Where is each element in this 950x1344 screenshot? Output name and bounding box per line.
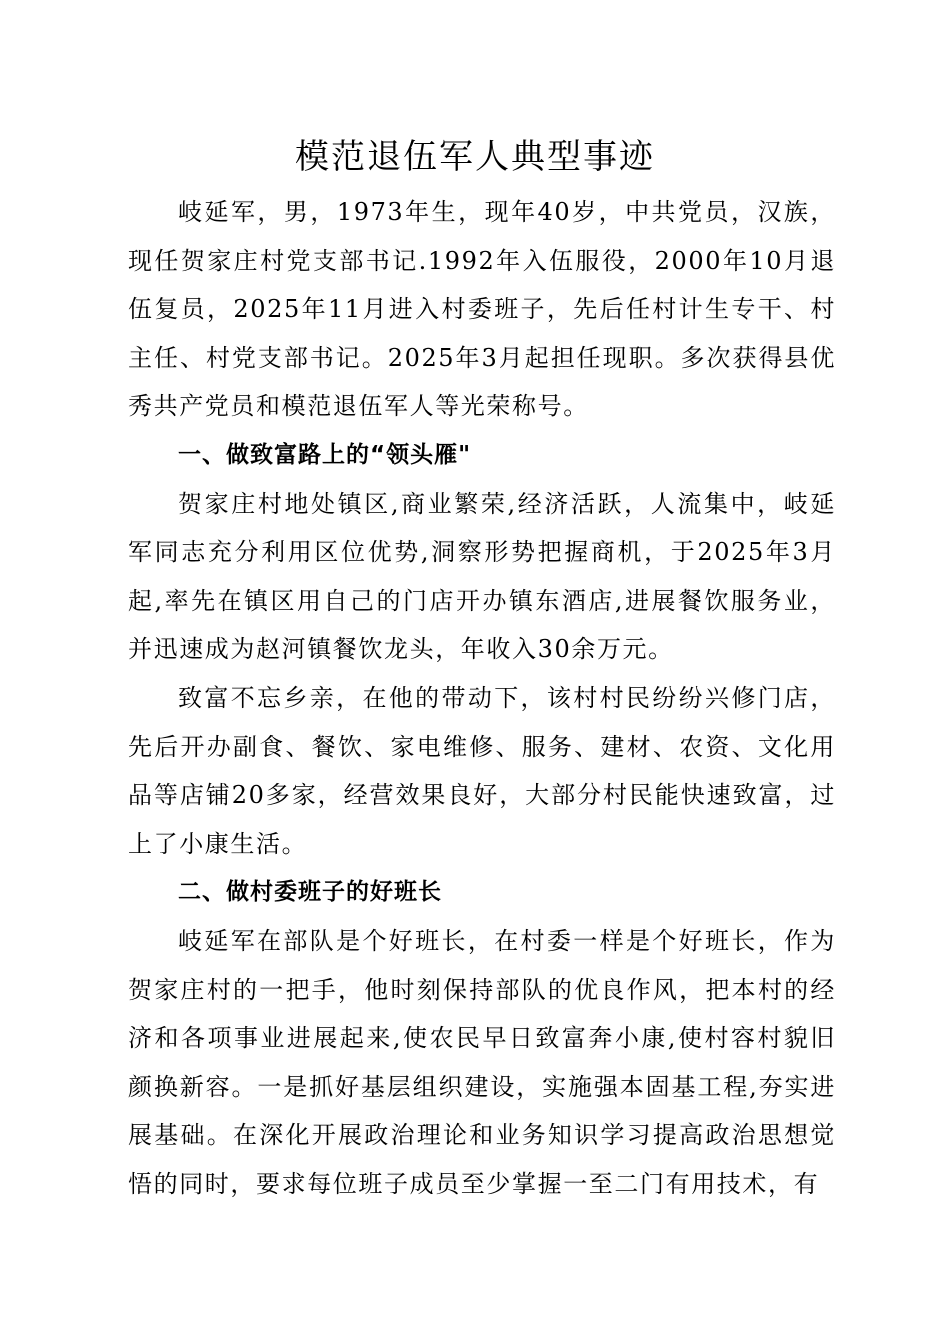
section-heading-1: 一、做致富路上的“领头雁"	[178, 441, 472, 468]
section1-paragraph-2: 致富不忘乡亲，在他的带动下，该村村民纷纷兴修门店，先后开办副食、餐饮、家电维修、服务、建材、农资、文化用品等店铺20多家，经营效果良好，大部分村民能快速致富，过上了小康生活。	[128, 683, 836, 858]
section1-paragraph-1: 贺家庄村地处镇区,商业繁荣,经济活跃，人流集中，岐延军同志充分利用区位优势,洞察形势把握商机，于2025年3月起,率先在镇区用自己的门店开办镇东酒店,进展餐饮服务业，并迅速成为赵河镇餐饮龙头，年收入30余万元。	[128, 489, 836, 664]
section2-paragraph-1: 岐延军在部队是个好班长，在村委一样是个好班长，作为贺家庄村的一把手，他时刻保持部队的优良作风，把本村的经济和各项事业进展起来,使农民早日致富奔小康,使村容村貌旧颜换新容。一是抓好基层组织建设，实施强本固基工程,夯实进展基础。在深化开展政治理论和业务知识学习提高政治思想觉悟的同时，要求每位班子成员至少掌握一至二门有用技术，有	[128, 926, 836, 1198]
document-title: 模范退伍军人典型事迹	[295, 137, 655, 177]
document-body	[128, 188, 836, 1208]
intro-paragraph: 岐延军，男，1973年生，现年40岁，中共党员，汉族，现任贺家庄村党支部书记.1992年入伍服役，2000年10月退伍复员，2025年11月进入村委班子，先后任村计生专干、村主任、村党支部书记。2025年3月起担任现职。多次获得县优秀共产党员和模范退伍军人等光荣称号。	[128, 198, 836, 421]
section-heading-2: 二、做村委班子的好班长	[178, 879, 442, 906]
